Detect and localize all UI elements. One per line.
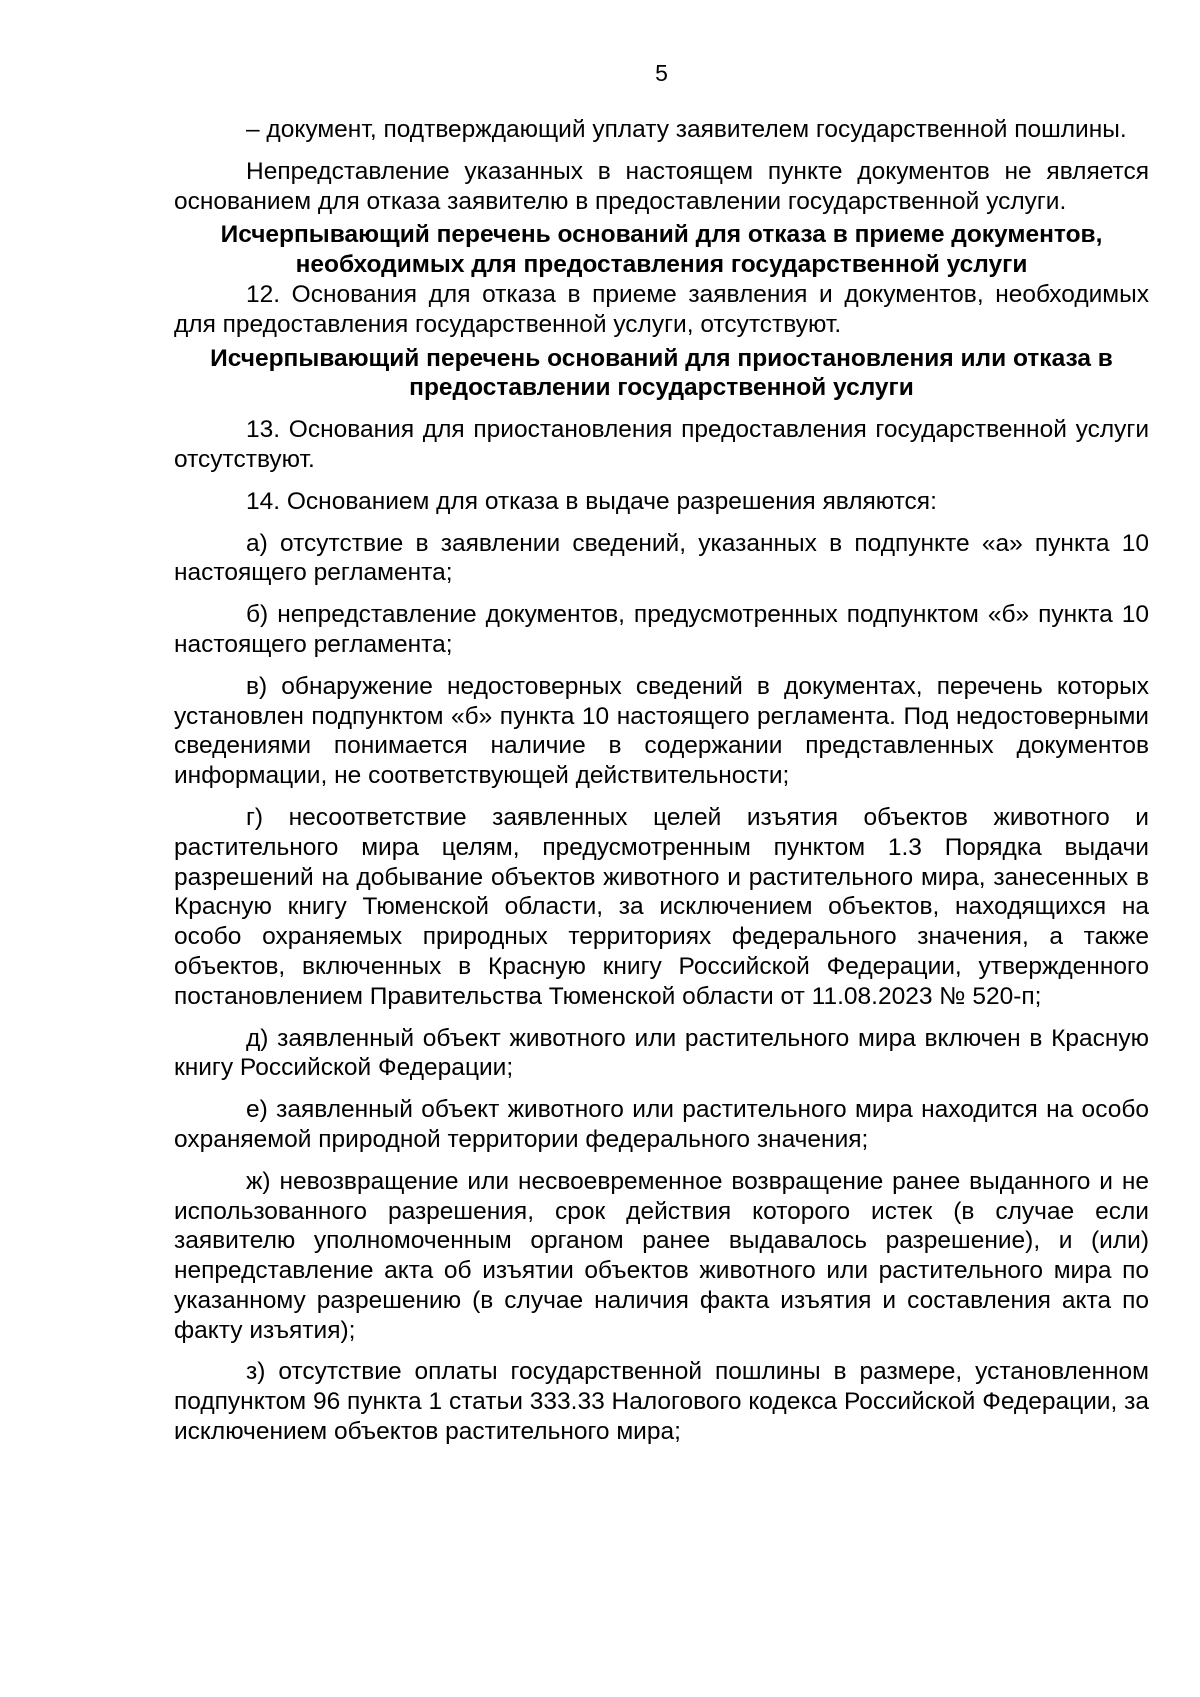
paragraph-13: 13. Основания для приостановления предоставления государственной услуги отсутствуют. (174, 416, 1149, 473)
list-item-g: г) несоответствие заявленных целей изъятия объектов животного и растительного мира целям, предусмотренным пунктом 1.3 Порядка выдачи разрешений на добывание объектов животного и растительного мира, занесенных в Красную книгу Тюменской области, за исключением объектов, находящихся на особо охраняемых природных территориях федерального значения, а также объектов, включенных в Красную книгу Российской Федерации, утвержденного постановлением Правительства Тюменской области от 11.08.2023 № 520-п; (174, 803, 1149, 1010)
list-item-e: е) заявленный объект животного или растительного мира находится на особо охраняемой природной территории федерального значения; (174, 1096, 1149, 1153)
document-body (174, 115, 1149, 1459)
paragraph-12: 12. Основания для отказа в приеме заявления и документов, необходимых для предоставления государственной услуги, отсутствуют. (174, 280, 1149, 338)
heading-reception-refusal: Исчерпывающий перечень оснований для отказа в приеме документов, необходимых для предоставления государственной услуги (220, 221, 1103, 279)
list-item-a: а) отсутствие в заявлении сведений, указанных в подпункте «а» пункта 10 настоящего регламента; (174, 529, 1149, 587)
paragraph-fee-document: – документ, подтверждающий уплату заявителем государственной пошлины. (246, 116, 1127, 143)
list-item-z: з) отсутствие оплаты государственной пошлины в размере, установленном подпунктом 96 пункта 1 статьи 333.33 Налогового кодекса Российской Федерации, за исключением объектов растительного мира; (174, 1358, 1149, 1446)
paragraph-non-submission: Непредставление указанных в настоящем пункте документов не является основанием для отказа заявителю в предоставлении государственной услуги. (174, 157, 1149, 215)
page-number: 5 (655, 60, 668, 86)
list-item-d: д) заявленный объект животного или растительного мира включен в Красную книгу Российской Федерации; (174, 1024, 1149, 1082)
list-item-v: в) обнаружение недостоверных сведений в документах, перечень которых установлен подпунктом «б» пункта 10 настоящего регламента. Под недостоверными сведениями понимается наличие в содержании представленных документов информации, не соответствующей действительности; (174, 672, 1149, 790)
document-page (174, 0, 1149, 1697)
paragraph-14: 14. Основанием для отказа в выдаче разрешения являются: (246, 487, 937, 515)
list-item-zh: ж) невозвращение или несвоевременное возвращение ранее выданного и не использованного разрешения, срок действия которого истек (в случае если заявителю уполномоченным органом ранее выдавалось разрешение), и (или) непредставление акта об изъятии объектов животного или растительного мира по указанному разрешению (в случае наличия факта изъятия и составления акта по факту изъятия); (174, 1167, 1149, 1344)
list-item-b: б) непредставление документов, предусмотренных подпунктом «б» пункта 10 настоящего регламента; (174, 601, 1149, 658)
heading-suspension-refusal: Исчерпывающий перечень оснований для приостановления или отказа в предоставлении государственной услуги (210, 344, 1113, 402)
